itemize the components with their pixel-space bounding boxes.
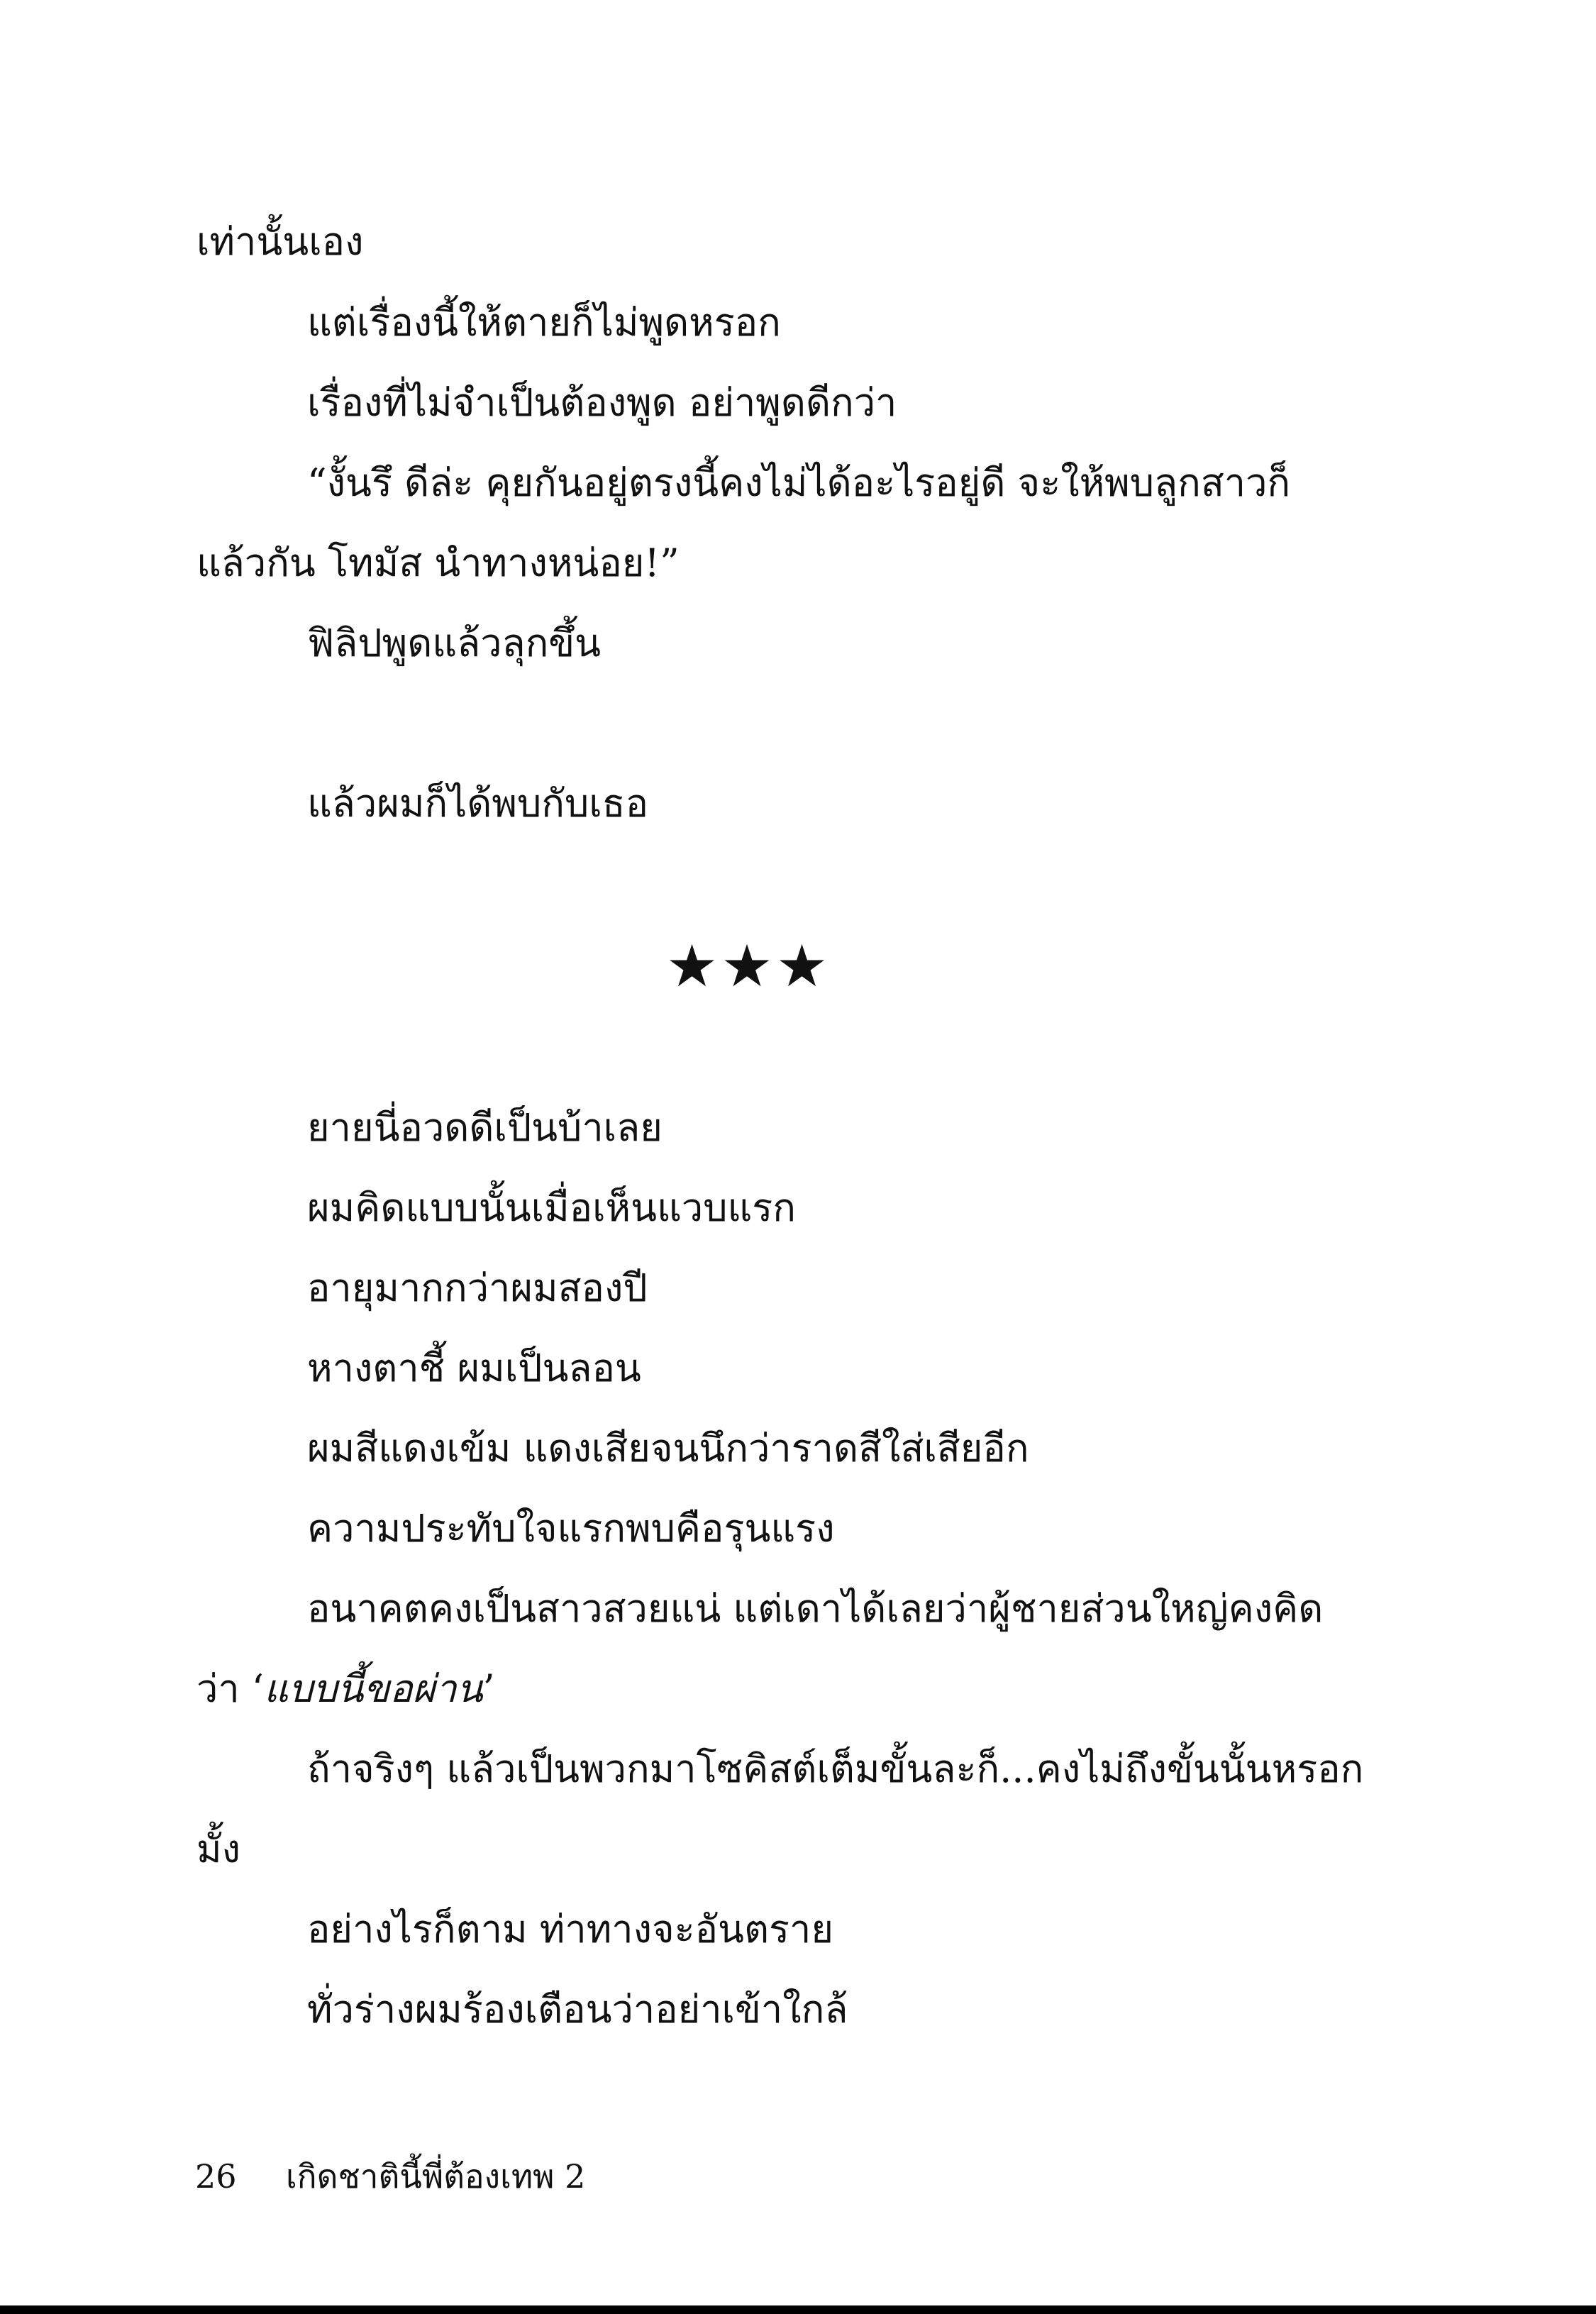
page-footer	[195, 2155, 585, 2198]
text-line-19: ทั่วร่างผมร้องเตือนว่าอย่าเข้าใกล้	[307, 1987, 848, 2032]
text-line-9: ผมคิดแบบนั้นเมื่อเห็นแวบแรก	[307, 1185, 796, 1230]
text-line-18: อย่างไรก็ตาม ท่าทางจะอันตราย	[307, 1907, 833, 1952]
text-line-1: เท่านั้นเอง	[196, 219, 364, 264]
text-line-17: มั้ง	[196, 1827, 240, 1871]
text-line-7: แล้วผมก็ได้พบกับเธอ	[307, 781, 649, 826]
quoted-thought: แบบนี้ขอผ่าน	[263, 1666, 483, 1711]
text-line-5: แล้วกัน โทมัส นำทางหน่อย!”	[196, 541, 680, 585]
text-line-10: อายุมากกว่าผมสองปี	[307, 1266, 648, 1310]
book-title: เกิดชาตินี้พี่ต้องเทพ 2	[286, 2157, 586, 2196]
text-line-14: อนาคตคงเป็นสาวสวยแน่ แต่เดาได้เลยว่าผู้ชายส่วนใหญ่คงคิด	[307, 1586, 1324, 1631]
text-line-6: ฟิลิปพูดแล้วลุกขึ้น	[307, 621, 602, 665]
text-line-16: ถ้าจริงๆ แล้วเป็นพวกมาโซคิสต์เต็มขั้นละก็...คงไม่ถึงขั้นนั้นหรอก	[307, 1746, 1364, 1791]
text-line-11: หางตาชี้ ผมเป็นลอน	[307, 1346, 641, 1390]
text-line-8: ยายนี่อวดดีเป็นบ้าเลย	[307, 1105, 663, 1150]
bottom-border	[0, 2305, 1596, 2314]
page-number: 26	[195, 2157, 237, 2196]
text-line-2: แต่เรื่องนี้ให้ตายก็ไม่พูดหรอก	[307, 300, 781, 345]
quote-open: ว่า ‘	[196, 1666, 264, 1711]
scene-separator: ★★★	[665, 933, 831, 1000]
text-line-3: เรื่องที่ไม่จำเป็นต้องพูด อย่าพูดดีกว่า	[307, 380, 897, 425]
text-line-4: “งั้นรึ ดีล่ะ คุยกันอยู่ตรงนี้คงไม่ได้อะไรอยู่ดี จะให้พบลูกสาวก็	[307, 460, 1291, 505]
text-line-13: ความประทับใจแรกพบคือรุนแรง	[307, 1506, 835, 1551]
text-line-15	[196, 1664, 495, 1714]
quote-close: ’	[482, 1666, 495, 1711]
text-line-12: ผมสีแดงเข้ม แดงเสียจนนึกว่าราดสีใส่เสียอีก	[307, 1426, 1029, 1471]
